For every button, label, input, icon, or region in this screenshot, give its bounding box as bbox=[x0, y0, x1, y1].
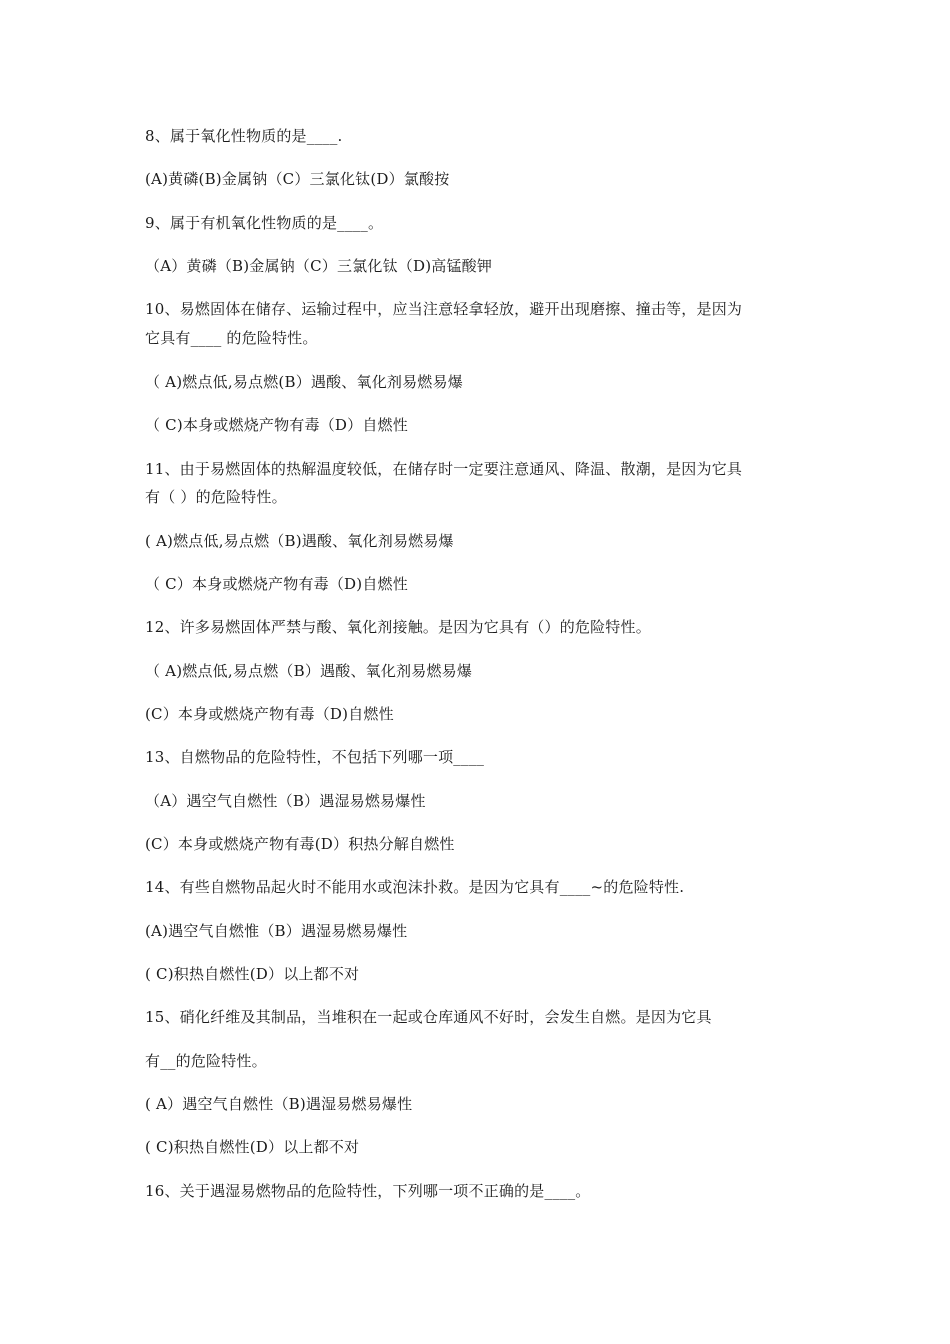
question-12-options-a-b: （ A)燃点低,易点燃（B）遇酸、氧化剂易燃易爆 bbox=[145, 662, 473, 680]
question-14-options-c-d: ( C)积热自燃性(D）以上都不对 bbox=[145, 965, 360, 983]
question-15-line-2: 有__的危险特性。 bbox=[145, 1052, 267, 1070]
question-9-options: （A）黄磷（B)金属钠（C）三氯化钛（D)高锰酸钾 bbox=[145, 257, 493, 275]
question-11-line-2: 有（ ）的危险特性。 bbox=[145, 488, 287, 506]
question-16: 16、关于遇湿易燃物品的危险特性，下列哪一项不正确的是____。 bbox=[145, 1182, 591, 1200]
question-12-options-c-d: (C）本身或燃烧产物有毒（D)自燃性 bbox=[145, 705, 394, 723]
question-10-line-1: 10、易燃固体在储存、运输过程中，应当注意轻拿轻放，避开出现磨擦、撞击等，是因为 bbox=[145, 300, 743, 318]
question-10-line-2: 它具有____ 的危险特性。 bbox=[145, 329, 318, 347]
question-12: 12、许多易燃固体严禁与酸、氧化剂接触。是因为它具有（）的危险特性。 bbox=[145, 618, 651, 636]
question-13-options-a-b: （A）遇空气自燃性（B）遇湿易燃易爆性 bbox=[145, 792, 426, 810]
question-10-options-a-b: （ A)燃点低,易点燃(B）遇酸、氧化剂易燃易爆 bbox=[145, 373, 463, 391]
question-14: 14、有些自燃物品起火时不能用水或泡沫扑救。是因为它具有____~的危险特性. bbox=[145, 878, 685, 896]
question-8: 8、属于氧化性物质的是____. bbox=[145, 127, 343, 145]
question-13: 13、自燃物品的危险特性，不包括下列哪一项____ bbox=[145, 748, 485, 766]
question-9: 9、属于有机氧化性物质的是____。 bbox=[145, 214, 384, 232]
question-15-options-c-d: ( C)积热自燃性(D）以上都不对 bbox=[145, 1138, 360, 1156]
question-11-options-a-b: ( A)燃点低,易点燃（B)遇酸、氧化剂易燃易爆 bbox=[145, 532, 454, 550]
question-10-options-c-d: （ C)本身或燃烧产物有毒（D）自燃性 bbox=[145, 416, 408, 434]
question-11-options-c-d: （ C）本身或燃烧产物有毒（D)自燃性 bbox=[145, 575, 408, 593]
question-13-options-c-d: (C）本身或燃烧产物有毒(D）积热分解自燃性 bbox=[145, 835, 455, 853]
question-14-options-a-b: (A)遇空气自燃惟（B）遇湿易燃易爆性 bbox=[145, 922, 408, 940]
question-15-line-1: 15、硝化纤维及其制品，当堆积在一起或仓库通风不好时，会发生自燃。是因为它具 bbox=[145, 1008, 712, 1026]
question-15-options-a-b: ( A）遇空气自燃性（B)遇湿易燃易爆性 bbox=[145, 1095, 413, 1113]
question-8-options: (A)黄磷(B)金属钠（C）三氯化钛(D）氯酸按 bbox=[145, 170, 450, 188]
question-11-line-1: 11、由于易燃固体的热解温度较低，在储存时一定要注意通风、降温、散潮，是因为它具 bbox=[145, 460, 743, 478]
